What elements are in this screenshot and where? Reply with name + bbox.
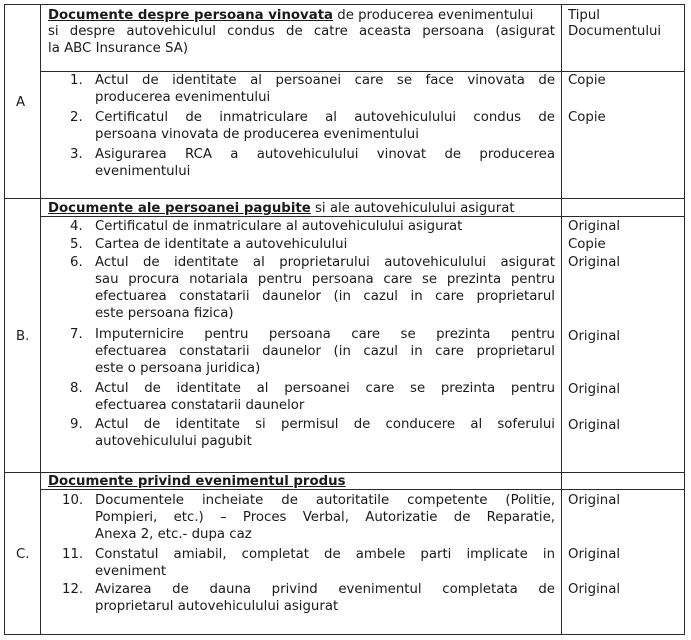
section-b-letter: B. [16, 329, 30, 344]
document-type: Original [568, 382, 621, 397]
section-a-letter: A [16, 95, 26, 110]
type-header-line2: Documentului [568, 24, 662, 39]
document-type: Original [568, 547, 621, 562]
item-number: 9. [70, 417, 83, 432]
type-column-divider [561, 4, 562, 634]
item-text-line: sau procura notariala pentru persoana care se prezinta pentru [95, 272, 555, 287]
item-number: 12. [62, 582, 84, 597]
item-text-line: producerea evenimentului [95, 90, 271, 105]
document-type: Copie [568, 73, 606, 88]
item-text-line: efectuarea constatarii daunelor (in cazul in care proprietarul [95, 344, 555, 359]
item-text-line: evenimentului [95, 164, 191, 179]
item-number: 3. [70, 147, 83, 162]
document-type: Copie [568, 110, 606, 125]
item-text-line: Actul de identitate al proprietarului autovehiculului asigurat [95, 255, 555, 270]
document-type: Copie [568, 237, 606, 252]
section-a-heading-rest: de producerea evenimentului [333, 8, 534, 23]
item-number: 7. [70, 327, 83, 342]
section-a-heading-line2: si despre autovehiculul condus de catre aceasta persoana (asigurat [48, 24, 555, 39]
item-number: 2. [70, 110, 83, 125]
item-number: 4. [70, 219, 83, 234]
item-text-line: Actul de identitate si permisul de conducere al soferului [95, 417, 555, 432]
item-number: 5. [70, 237, 83, 252]
item-text-line: Imputernicire pentru persoana care se prezinta pentru [95, 327, 555, 342]
item-text-line: Documentele incheiate de autoritatile competente (Politie, [95, 493, 555, 508]
document-type: Original [568, 493, 621, 508]
section-a-heading-bold: Documente despre persoana vinovata [48, 8, 334, 23]
item-number: 8. [70, 381, 83, 396]
item-text-line: este o persoana juridica) [95, 361, 261, 376]
section-a-heading-line1 [48, 7, 533, 24]
section-a-heading-line3: la ABC Insurance SA) [48, 41, 189, 56]
section-c-heading-bold: Documente privind evenimentul produs [48, 474, 346, 489]
item-text-line: persoana vinovata de producerea evenimentului [95, 127, 419, 142]
section-b-heading-bold: Documente ale persoanei pagubite [48, 201, 311, 216]
table-border-top [4, 4, 685, 5]
section-b-heading [48, 200, 515, 217]
letter-column-divider [40, 4, 41, 634]
document-type: Original [568, 418, 621, 433]
document-type: Original [568, 582, 621, 597]
item-text-line: Constatul amiabil, completat de ambele parti implicate in [95, 547, 555, 562]
document-type: Original [568, 255, 621, 270]
item-text-line: Anexa 2, etc.- dupa caz [95, 527, 252, 542]
document-type: Original [568, 219, 621, 234]
item-text-line: Certificatul de inmatriculare al autovehiculului condus de [95, 110, 555, 125]
item-text-line: Actul de identitate al persoanei care se prezinta pentru [95, 381, 555, 396]
document-type: Original [568, 329, 621, 344]
section-c-letter: C. [16, 547, 30, 562]
table-border-bottom [4, 634, 685, 635]
item-text-line: Cartea de identitate a autovehiculului [95, 237, 348, 252]
table-border-right [684, 4, 685, 634]
section-b-heading-rest: si ale autovehiculului asigurat [310, 201, 515, 216]
item-number: 11. [62, 547, 84, 562]
section-divider-a-b [4, 198, 685, 199]
type-header-line1: Tipul [568, 8, 600, 23]
table-border-left [4, 4, 5, 634]
item-text-line: autovehiculului pagubit [95, 434, 252, 449]
section-c-heading [48, 473, 346, 490]
item-text-line: Asigurarea RCA a autovehiculului vinovat de producerea [95, 147, 555, 162]
item-text-line: Pompieri, etc.) – Proces Verbal, Autorizatie de Reparatie, [95, 510, 555, 525]
item-text-line: Certificatul de inmatriculare al autovehiculului asigurat [95, 219, 463, 234]
item-text-line: Avizarea de dauna privind evenimentul completata de [95, 582, 555, 597]
item-text-line: eveniment [95, 564, 167, 579]
item-text-line: Actul de identitate al persoanei care se face vinovata de [95, 73, 555, 88]
item-text-line: este persoana fizica) [95, 306, 234, 321]
item-number: 10. [62, 493, 84, 508]
item-number: 6. [70, 255, 83, 270]
item-text-line: efectuarea constatarii daunelor (in cazul in care proprietarul [95, 289, 555, 304]
item-text-line: efectuarea constatarii daunelor [95, 398, 305, 413]
item-number: 1. [70, 73, 83, 88]
item-text-line: proprietarul autovehiculului asigurat [95, 599, 339, 614]
